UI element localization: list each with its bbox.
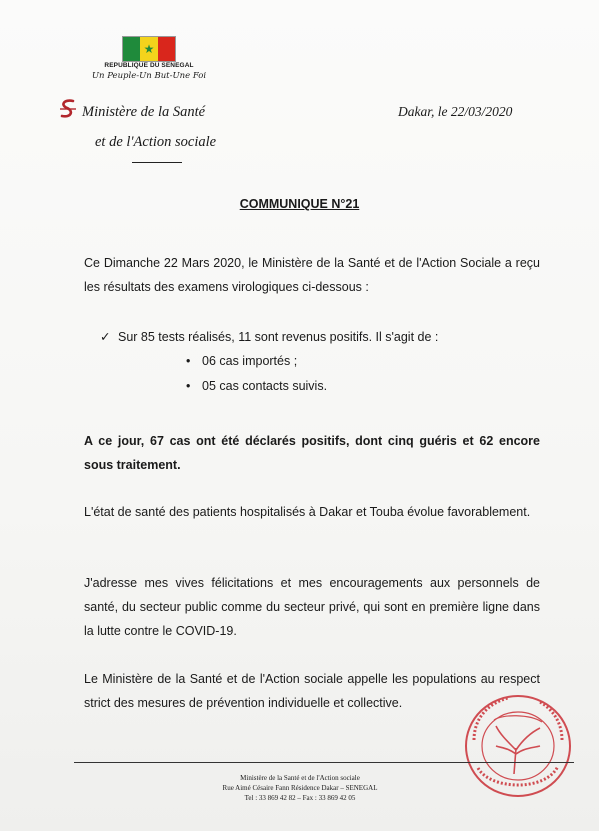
senegal-flag — [122, 36, 176, 62]
patients-status-paragraph: L'état de santé des patients hospitalisés à Dakar et Touba évolue favorablement. — [84, 505, 531, 519]
prevention-call-paragraph: Le Ministère de la Santé et de l'Action sociale appelle les populations au respect strict des mesures de prévention individuelle et collective. — [84, 672, 540, 710]
bullet-icon: • — [186, 354, 191, 368]
bullet-text: 06 cas importés ; — [202, 354, 298, 368]
intro-paragraph: Ce Dimanche 22 Mars 2020, le Ministère de la Santé et de l'Action Sociale a reçu les résultats des examens virologiques ci-dessous : — [84, 256, 540, 294]
document-date: Dakar, le 22/03/2020 — [398, 104, 513, 119]
national-motto: Un Peuple-Un But-Une Foi — [91, 71, 207, 81]
communique-title: COMMUNIQUE N°21 — [239, 197, 360, 211]
header-divider — [132, 162, 182, 163]
footer-ministry: Ministère de la Santé et de l'Action sociale — [240, 774, 360, 782]
star-icon: ★ — [143, 42, 155, 56]
bullet-item — [186, 379, 327, 393]
ministry-name-line2: et de l'Action sociale — [95, 134, 217, 150]
footer-contact: Tel : 33 869 42 82 – Fax : 33 869 42 05 — [244, 794, 356, 802]
tests-check-item — [100, 329, 438, 344]
republic-name: REPUBLIQUE DU SENEGAL — [104, 62, 194, 69]
congratulations-paragraph: J'adresse mes vives félicitations et mes encouragements aux personnels de santé, du secteur public comme du secteur privé, qui sont en première ligne dans la lutte contre le COVID-19. — [84, 576, 540, 638]
bullet-item — [186, 354, 297, 368]
bullet-icon: • — [186, 379, 191, 393]
ministry-name-line1: Ministère de la Santé — [82, 104, 206, 120]
tests-text: Sur 85 tests réalisés, 11 sont revenus positifs. Il s'agit de : — [118, 330, 439, 344]
ministry-logo-icon — [58, 98, 78, 120]
cases-summary: A ce jour, 67 cas ont été déclarés positifs, dont cinq guéris et 62 encore sous traitement. — [84, 434, 540, 472]
footer-address: Rue Aimé Césaire Fann Résidence Dakar – SENEGAL — [222, 784, 378, 792]
bullet-text: 05 cas contacts suivis. — [202, 379, 328, 393]
check-icon: ✓ — [100, 330, 111, 344]
official-stamp-icon — [456, 690, 574, 800]
footer-divider — [74, 762, 574, 763]
